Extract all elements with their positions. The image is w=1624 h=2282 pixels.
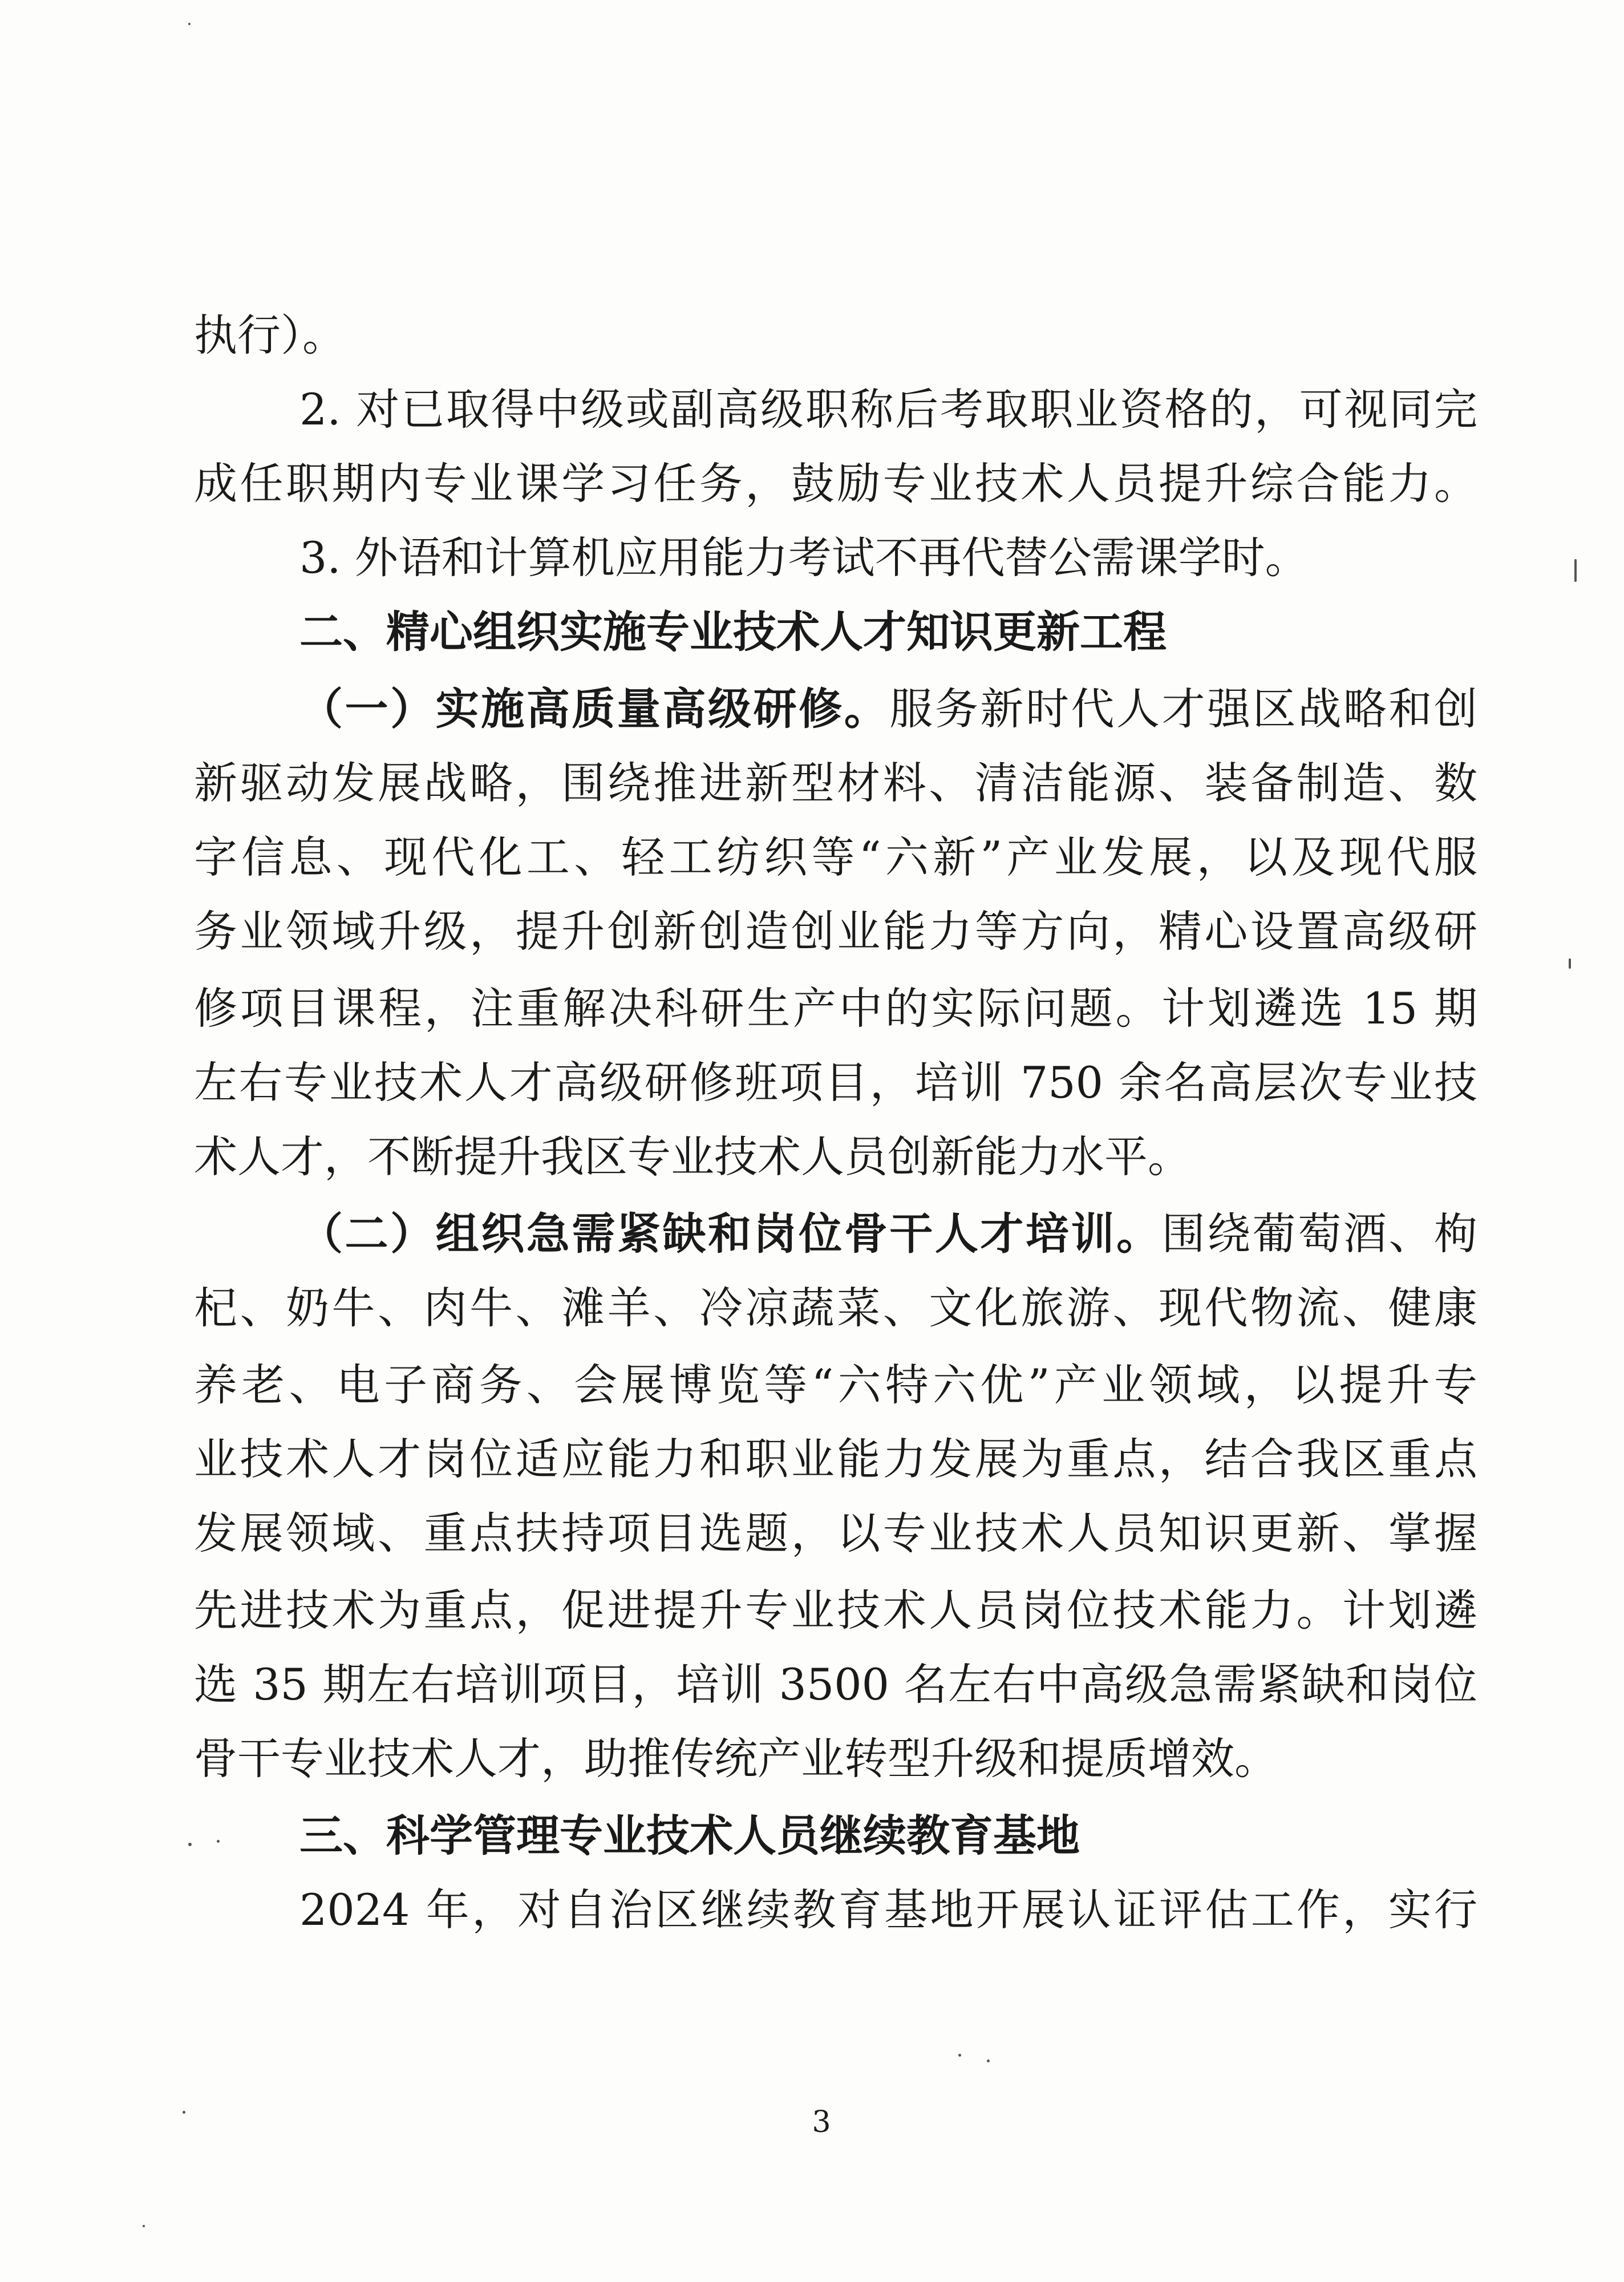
scan-speck [188,1843,192,1846]
scan-mark [1574,559,1577,582]
paragraph-line: 修项目课程，注重解决科研生产中的实际问题。计划遴选 15 期 [194,983,1477,1034]
paragraph-line: 成任职期内专业课学习任务，鼓励专业技术人员提升综合能力。 [194,458,1477,509]
paragraph-line: 术人才，不断提升我区专业技术人员创新能力水平。 [194,1131,1191,1182]
paragraph-line: 执行）。 [194,310,346,361]
paragraph-text: 围绕葡萄酒、枸 [1161,1208,1477,1259]
paragraph-line: 杞、奶牛、肉牛、滩羊、冷凉蔬菜、文化旅游、现代物流、健康 [194,1282,1477,1333]
paragraph-line: 养老、电子商务、会展博览等“六特六优”产业领域，以提升专 [194,1360,1477,1410]
paragraph-line: 先进技术为重点，促进提升专业技术人员岗位技术能力。计划遴 [194,1585,1477,1636]
scan-speck [987,2060,990,2062]
page-number: 3 [812,2105,831,2139]
subsection-heading: （一）实施高质量高级研修。 [299,683,890,734]
subsection-heading: （二）组织急需紧缺和岗位骨干人才培训。 [299,1208,1162,1259]
scan-speck [188,23,191,25]
paragraph-text: 服务新时代人才强区战略和创 [889,683,1477,734]
scan-mark [1569,958,1571,969]
paragraph-line: 左右专业技术人才高级研修班项目，培训 750 余名高层次专业技 [194,1057,1477,1108]
paragraph-line: 发展领域、重点扶持项目选题，以专业技术人员知识更新、掌握 [194,1508,1477,1559]
scan-speck [217,1840,220,1843]
scan-speck [143,2225,145,2227]
paragraph-line: 务业领域升级，提升创新创造创业能力等方向，精心设置高级研 [194,906,1477,957]
scan-speck [958,2054,961,2057]
section-heading: 三、科学管理专业技术人员继续教育基地 [299,1810,1080,1861]
paragraph-line [299,1207,1477,1261]
section-heading: 二、精心组织实施专业技术人才知识更新工程 [299,606,1167,657]
paragraph-line: 业技术人才岗位适应能力和职业能力发展为重点，结合我区重点 [194,1434,1477,1484]
scan-speck [183,2111,185,2114]
paragraph-line: 3. 外语和计算机应用能力考试不再代替公需课学时。 [299,532,1309,583]
paragraph-line: 选 35 期左右培训项目，培训 3500 名左右中高级急需紧缺和岗位 [194,1659,1477,1710]
paragraph-line: 2024 年，对自治区继续教育基地开展认证评估工作，实行 [299,1884,1477,1935]
paragraph-line: 2. 对已取得中级或副高级职称后考取职业资格的，可视同完 [299,384,1477,435]
paragraph-line [299,682,1477,737]
paragraph-line: 骨干专业技术人才，助推传统产业转型升级和提质增效。 [194,1733,1278,1784]
paragraph-line: 新驱动发展战略，围绕推进新型材料、清洁能源、装备制造、数 [194,758,1477,808]
paragraph-line: 字信息、现代化工、轻工纺织等“六新”产业发展，以及现代服 [194,832,1477,883]
